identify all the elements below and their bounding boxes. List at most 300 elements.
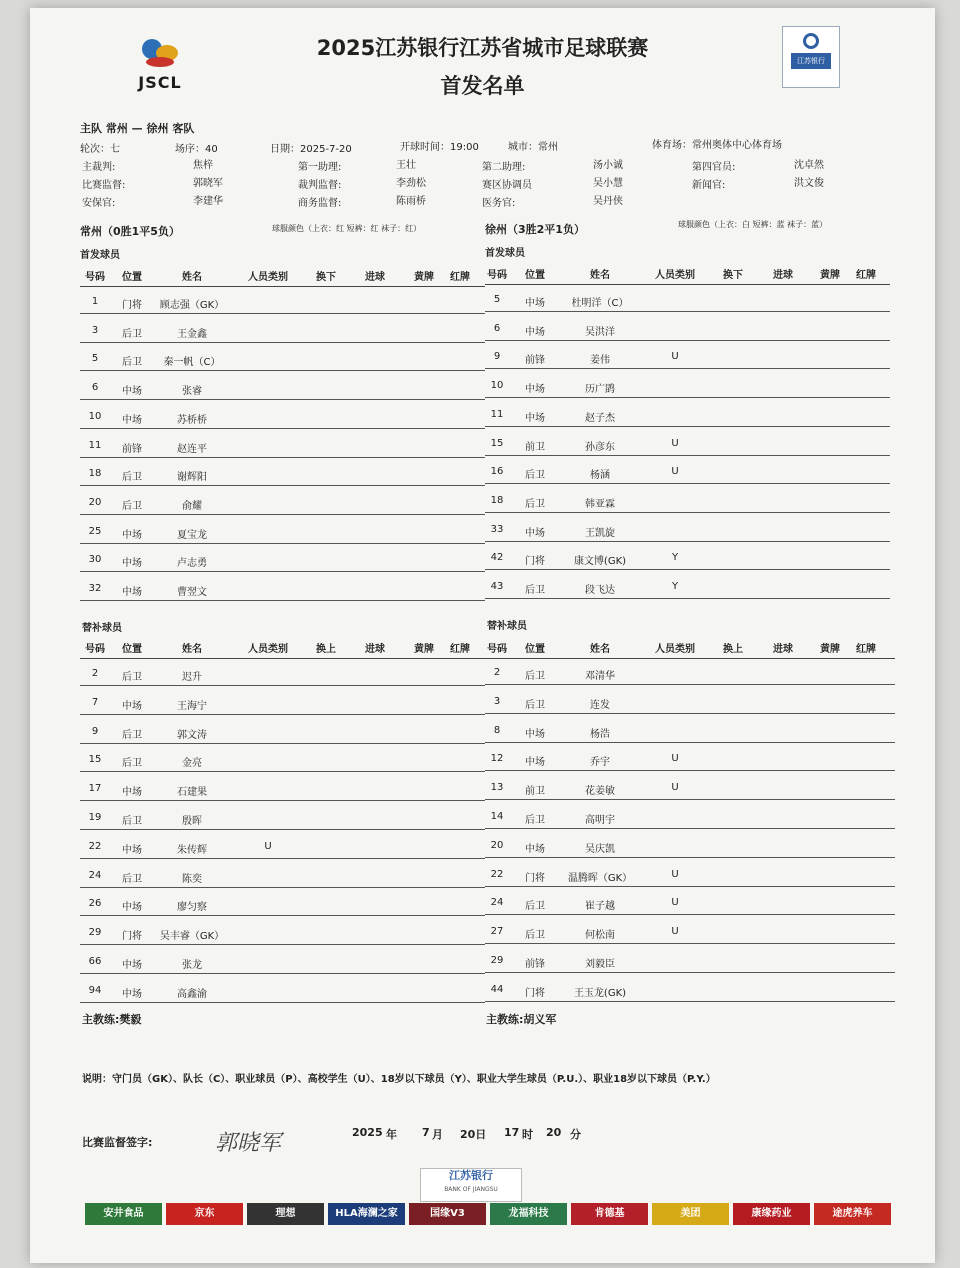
home-starters-cell: 6 bbox=[91, 382, 99, 394]
away-starters-cell: 前锋 bbox=[525, 355, 545, 367]
away-starters-cell: 中场 bbox=[525, 326, 545, 338]
home-subs-row-line bbox=[80, 743, 485, 744]
home-starters-cell: 王金鑫 bbox=[177, 328, 207, 340]
legend-notes: 说明：守门员（GK）、队长（C）、职业球员（P）、高校学生（U）、18岁以下球员（Y）、职业大学生球员（P.U.）、职业18岁以下球员（P.Y.） bbox=[82, 1074, 716, 1085]
home-subs-cell: 7 bbox=[91, 696, 99, 708]
away-starters-cell: 杜明洋（C） bbox=[571, 298, 629, 309]
home-subs-cell: 殷晖 bbox=[182, 816, 202, 827]
sponsor-logo: 龙福科技 bbox=[490, 1203, 567, 1225]
away-subs-cell: 邓清华 bbox=[585, 671, 615, 682]
away-starters-label: 首发球员 bbox=[485, 248, 525, 259]
signature-label: 比赛监督签字: bbox=[82, 1136, 153, 1149]
home-subs-cell: 中场 bbox=[122, 902, 142, 914]
away-subs-cell: 何松南 bbox=[585, 930, 615, 942]
away-starters-cell: 王凯旋 bbox=[585, 527, 615, 539]
home-subs-cell: 后卫 bbox=[122, 729, 142, 741]
away-subs-row-line bbox=[485, 799, 895, 800]
home-subs-cell: 石建果 bbox=[177, 787, 207, 799]
home-starters-col-header: 位置 bbox=[122, 272, 142, 283]
away-starters-col-header: 号码 bbox=[487, 270, 507, 281]
sponsor-logo: HLA海澜之家 bbox=[328, 1203, 405, 1225]
away-starters-row-line bbox=[485, 569, 890, 570]
home-subs-cell: 26 bbox=[88, 898, 102, 910]
away-starters-cell: 42 bbox=[490, 552, 504, 564]
away-subs-col-header: 姓名 bbox=[590, 644, 610, 655]
away-subs-cell: 花姜敏 bbox=[585, 786, 615, 798]
match-kickoff: 开球时间：19:00 bbox=[400, 142, 479, 153]
home-starters-cell: 中场 bbox=[122, 414, 142, 426]
away-starters-cell: 中场 bbox=[525, 527, 545, 539]
away-subs-cell: 后卫 bbox=[525, 815, 545, 826]
away-subs-row-line bbox=[485, 684, 895, 685]
away-subs-col-header: 号码 bbox=[487, 644, 507, 655]
home-starters-row-line bbox=[80, 342, 485, 343]
away-subs-cell: 中场 bbox=[525, 757, 545, 769]
away-subs-cell: 后卫 bbox=[525, 930, 545, 942]
away-starters-col-header: 人员类别 bbox=[655, 270, 695, 281]
home-starters-row-line bbox=[80, 571, 485, 572]
away-starters-cell: 历广鹍 bbox=[585, 384, 615, 396]
home-subs-cell: 66 bbox=[88, 956, 102, 967]
away-subs-cell: 刘毅臣 bbox=[585, 959, 615, 970]
home-subs-cell: 中场 bbox=[122, 960, 142, 971]
away-subs-cell: 22 bbox=[490, 868, 504, 880]
home-subs-cell: 中场 bbox=[122, 700, 142, 712]
home-subs-cell: 廖匀察 bbox=[177, 902, 207, 914]
away-starters-row-line bbox=[485, 426, 890, 427]
home-starters-cell: 张睿 bbox=[182, 386, 202, 398]
home-starters-cell: 后卫 bbox=[122, 328, 142, 340]
home-starters-col-header: 红牌 bbox=[450, 272, 470, 283]
home-subs-cell: 29 bbox=[88, 927, 102, 939]
away-subs-cell: 后卫 bbox=[525, 671, 545, 682]
home-starters-cell: 30 bbox=[88, 554, 102, 566]
supervisor-signature: 郭晓军 bbox=[215, 1131, 282, 1156]
home-subs-col-header: 红牌 bbox=[450, 644, 470, 655]
sponsor-logo: 理想 bbox=[247, 1203, 324, 1225]
official-label: 第一助理: bbox=[298, 162, 342, 173]
home-coach: 主教练:樊毅 bbox=[82, 1013, 142, 1026]
home-starters-cell: 5 bbox=[91, 353, 99, 365]
home-subs-cell: 2 bbox=[91, 668, 99, 679]
away-subs-row-line bbox=[485, 914, 895, 915]
home-starters-cell: 10 bbox=[88, 410, 102, 422]
home-starters-row-line bbox=[80, 600, 485, 601]
away-starters-cell: 后卫 bbox=[525, 498, 545, 510]
away-subs-cell: 20 bbox=[490, 839, 504, 851]
away-subs-cell: 后卫 bbox=[525, 901, 545, 913]
away-subs-row-line bbox=[485, 943, 895, 944]
away-starters-cell: 15 bbox=[490, 437, 504, 449]
away-subs-row-line bbox=[485, 713, 895, 714]
home-starters-cell: 中场 bbox=[122, 386, 142, 398]
home-starters-row-line bbox=[80, 313, 485, 314]
away-starters-row-line bbox=[485, 512, 890, 513]
away-starters-cell: 16 bbox=[490, 466, 504, 478]
home-starters-cell: 前锋 bbox=[122, 443, 142, 455]
home-subs-cell: 后卫 bbox=[122, 672, 142, 683]
away-starters-cell: 门将 bbox=[525, 556, 545, 568]
away-subs-cell: 13 bbox=[490, 782, 504, 794]
away-subs-cell: 前锋 bbox=[525, 959, 545, 970]
bank-name-en: BANK OF JIANGSU bbox=[444, 1186, 498, 1193]
home-subs-cell: 门将 bbox=[122, 931, 142, 943]
home-subs-col-header: 换上 bbox=[316, 644, 336, 655]
away-starters-cell: 段飞达 bbox=[585, 585, 615, 596]
away-starters-cell: 杨涵 bbox=[590, 470, 610, 482]
home-subs-cell: 陈奕 bbox=[182, 873, 202, 885]
sign-year: 2025 bbox=[352, 1126, 383, 1139]
home-subs-col-header: 人员类别 bbox=[248, 644, 288, 655]
sponsor-logo: 美团 bbox=[652, 1203, 729, 1225]
away-subs-label: 替补球员 bbox=[487, 621, 527, 632]
home-starters-cell: 苏桥桥 bbox=[177, 414, 207, 426]
away-starters-cell: 中场 bbox=[525, 384, 545, 396]
sign-minute: 20 bbox=[546, 1126, 562, 1139]
home-subs-cell: 高鑫渝 bbox=[177, 988, 207, 1000]
home-starters-row-line bbox=[80, 457, 485, 458]
away-subs-cell: U bbox=[671, 897, 679, 909]
away-starters-row-line bbox=[485, 455, 890, 456]
bank-badge-text: 江苏银行 bbox=[791, 53, 831, 69]
home-starters-cell: 秦一帆（C） bbox=[163, 357, 221, 369]
away-starters-cell: 前卫 bbox=[525, 441, 545, 453]
home-starters-cell: 后卫 bbox=[122, 357, 142, 369]
away-team-header: 徐州（3胜2平1负） bbox=[485, 223, 585, 236]
sign-month-unit: 月 bbox=[432, 1128, 443, 1141]
home-starters-col-header: 黄牌 bbox=[414, 272, 434, 283]
home-starters-cell: 顾志强（GK） bbox=[159, 300, 225, 311]
home-starters-cell: 卢志勇 bbox=[177, 558, 207, 570]
sign-hour-unit: 时 bbox=[522, 1128, 533, 1141]
home-starters-row-line bbox=[80, 399, 485, 400]
bank-name: 江苏银行 bbox=[449, 1169, 493, 1182]
official-name: 李建华 bbox=[193, 196, 223, 207]
away-subs-row-line bbox=[485, 857, 895, 858]
match-city: 城市：常州 bbox=[508, 142, 558, 153]
lineup-sheet bbox=[30, 8, 935, 1263]
away-subs-cell: 44 bbox=[490, 983, 504, 995]
away-subs-cell: 12 bbox=[490, 753, 504, 765]
official-name: 汤小诚 bbox=[593, 160, 623, 171]
away-subs-col-header: 人员类别 bbox=[655, 644, 695, 655]
match-venue: 体育场：常州奥体中心体育场 bbox=[652, 140, 782, 151]
home-subs-cell: 9 bbox=[91, 725, 99, 737]
away-starters-col-header: 位置 bbox=[525, 270, 545, 281]
away-subs-header-line bbox=[485, 658, 895, 659]
home-subs-cell: 22 bbox=[88, 840, 102, 852]
away-subs-cell: 温腾晖（GK） bbox=[567, 872, 633, 884]
home-subs-cell: 后卫 bbox=[122, 873, 142, 885]
official-name: 吴小慧 bbox=[593, 178, 623, 189]
home-subs-row-line bbox=[80, 858, 485, 859]
home-starters-cell: 后卫 bbox=[122, 472, 142, 484]
away-subs-cell: 门将 bbox=[525, 987, 545, 999]
home-subs-cell: 中场 bbox=[122, 844, 142, 856]
home-starters-cell: 18 bbox=[88, 468, 102, 480]
official-name: 李劲松 bbox=[396, 178, 426, 189]
home-starters-row-line bbox=[80, 514, 485, 515]
home-subs-col-header: 位置 bbox=[122, 644, 142, 655]
away-starters-cell: U bbox=[671, 437, 679, 449]
away-starters-cell: 5 bbox=[493, 294, 501, 305]
official-name: 沈卓然 bbox=[794, 160, 824, 171]
away-starters-row-line bbox=[485, 340, 890, 341]
home-starters-row-line bbox=[80, 543, 485, 544]
away-starters-row-line bbox=[485, 483, 890, 484]
away-subs-cell: 中场 bbox=[525, 728, 545, 740]
away-subs-cell: 8 bbox=[493, 724, 501, 736]
away-starters-cell: Y bbox=[671, 581, 679, 592]
away-subs-col-header: 黄牌 bbox=[820, 644, 840, 655]
away-starters-cell: 中场 bbox=[525, 298, 545, 309]
home-starters-row-line bbox=[80, 370, 485, 371]
away-subs-row-line bbox=[485, 1001, 895, 1002]
match-date: 日期：2025-7-20 bbox=[270, 144, 352, 155]
match-teams: 主队 常州 — 徐州 客队 bbox=[80, 122, 195, 135]
away-subs-col-header: 进球 bbox=[773, 644, 793, 655]
bank-emblem-icon bbox=[803, 33, 819, 49]
home-subs-cell: 24 bbox=[88, 869, 102, 881]
away-starters-cell: 后卫 bbox=[525, 470, 545, 482]
sponsor-logo: 国缘V3 bbox=[409, 1203, 486, 1225]
home-subs-cell: 中场 bbox=[122, 787, 142, 799]
official-label: 医务官: bbox=[482, 198, 516, 209]
away-coach: 主教练:胡义军 bbox=[486, 1013, 557, 1026]
home-starters-cell: 1 bbox=[91, 296, 99, 307]
home-subs-cell: 郭文涛 bbox=[177, 729, 207, 741]
official-name: 焦梓 bbox=[193, 160, 213, 171]
home-subs-cell: 金亮 bbox=[182, 758, 202, 770]
official-label: 商务监督: bbox=[298, 198, 342, 209]
home-starters-header-line bbox=[80, 286, 485, 287]
away-starters-cell: 10 bbox=[490, 380, 504, 392]
sponsor-logo: 京东 bbox=[166, 1203, 243, 1225]
home-subs-row-line bbox=[80, 800, 485, 801]
sponsor-bank-logo bbox=[420, 1168, 522, 1202]
away-starters-cell: 韩亚霖 bbox=[585, 498, 615, 510]
home-starters-cell: 20 bbox=[88, 496, 102, 508]
away-subs-cell: 高明宇 bbox=[585, 815, 615, 826]
away-subs-cell: 门将 bbox=[525, 872, 545, 884]
home-subs-cell: 张龙 bbox=[182, 960, 202, 971]
sponsor-logo: 安井食品 bbox=[85, 1203, 162, 1225]
home-starters-col-header: 换下 bbox=[316, 272, 336, 283]
sponsor-logo: 肯德基 bbox=[571, 1203, 648, 1225]
away-subs-col-header: 红牌 bbox=[856, 644, 876, 655]
away-starters-cell: U bbox=[671, 351, 679, 363]
home-subs-row-line bbox=[80, 714, 485, 715]
away-starters-cell: 9 bbox=[493, 351, 501, 363]
away-starters-cell: Y bbox=[671, 552, 679, 564]
away-starters-cell: 吴洪洋 bbox=[585, 326, 615, 338]
away-starters-col-header: 进球 bbox=[773, 270, 793, 281]
away-subs-col-header: 位置 bbox=[525, 644, 545, 655]
away-subs-cell: U bbox=[671, 926, 679, 938]
page-title: 2025江苏银行江苏省城市足球联赛 bbox=[316, 36, 649, 60]
home-starters-col-header: 进球 bbox=[365, 272, 385, 283]
away-starters-col-header: 红牌 bbox=[856, 270, 876, 281]
match-number: 场序：40 bbox=[175, 144, 218, 155]
away-subs-cell: 3 bbox=[493, 695, 501, 707]
away-subs-cell: 中场 bbox=[525, 843, 545, 855]
away-starters-cell: 中场 bbox=[525, 412, 545, 424]
away-starters-col-header: 换下 bbox=[723, 270, 743, 281]
logo-text: JSCL bbox=[138, 73, 182, 92]
sponsor-logo: 途虎养车 bbox=[814, 1203, 891, 1225]
away-starters-cell: 43 bbox=[490, 581, 504, 592]
home-subs-row-line bbox=[80, 944, 485, 945]
away-starters-cell: 33 bbox=[490, 523, 504, 535]
home-starters-cell: 曹翌文 bbox=[177, 587, 207, 598]
home-starters-cell: 门将 bbox=[122, 300, 142, 311]
away-starters-cell: 18 bbox=[490, 494, 504, 506]
home-subs-col-header: 号码 bbox=[85, 644, 105, 655]
home-subs-col-header: 姓名 bbox=[182, 644, 202, 655]
home-starters-cell: 赵连平 bbox=[177, 443, 207, 455]
official-label: 赛区协调员 bbox=[482, 180, 532, 191]
away-subs-col-header: 换上 bbox=[723, 644, 743, 655]
home-subs-row-line bbox=[80, 973, 485, 974]
away-starters-row-line bbox=[485, 368, 890, 369]
home-subs-header-line bbox=[80, 658, 485, 659]
match-round: 轮次：七 bbox=[80, 144, 120, 155]
away-subs-cell: 24 bbox=[490, 897, 504, 909]
away-subs-row-line bbox=[485, 770, 895, 771]
away-starters-cell: 姜伟 bbox=[590, 355, 610, 367]
home-subs-col-header: 黄牌 bbox=[414, 644, 434, 655]
home-starters-cell: 后卫 bbox=[122, 500, 142, 512]
home-subs-row-line bbox=[80, 829, 485, 830]
away-subs-cell: 王玉龙(GK) bbox=[573, 987, 627, 999]
home-subs-cell: 朱传辉 bbox=[177, 844, 207, 856]
home-subs-row-line bbox=[80, 915, 485, 916]
official-label: 裁判监督: bbox=[298, 180, 342, 191]
away-starters-col-header: 黄牌 bbox=[820, 270, 840, 281]
sign-month: 7 bbox=[422, 1126, 430, 1139]
away-subs-cell: 吴庆凯 bbox=[585, 843, 615, 855]
away-starters-row-line bbox=[485, 397, 890, 398]
away-kit-colors: 球服颜色（上衣：白 短裤：蓝 袜子：蓝） bbox=[678, 220, 828, 229]
away-subs-row-line bbox=[485, 972, 895, 973]
away-subs-cell: U bbox=[671, 753, 679, 765]
sign-day: 20日 bbox=[460, 1128, 487, 1141]
home-starters-cell: 谢辉阳 bbox=[177, 472, 207, 484]
away-subs-cell: 崔子越 bbox=[585, 901, 615, 913]
official-name: 郭晓军 bbox=[193, 178, 223, 189]
official-name: 王壮 bbox=[396, 160, 416, 171]
home-starters-row-line bbox=[80, 428, 485, 429]
away-subs-cell: 27 bbox=[490, 926, 504, 938]
home-subs-row-line bbox=[80, 771, 485, 772]
away-starters-cell: 后卫 bbox=[525, 585, 545, 596]
home-subs-cell: 后卫 bbox=[122, 758, 142, 770]
away-subs-cell: 后卫 bbox=[525, 699, 545, 711]
home-starters-cell: 25 bbox=[88, 525, 102, 537]
sign-minute-unit: 分 bbox=[570, 1128, 581, 1141]
official-label: 安保官: bbox=[82, 198, 116, 209]
home-starters-cell: 11 bbox=[88, 439, 102, 451]
away-starters-cell: 6 bbox=[493, 322, 501, 334]
away-subs-row-line bbox=[485, 886, 895, 887]
home-starters-row-line bbox=[80, 485, 485, 486]
bank-badge bbox=[782, 26, 840, 88]
official-label: 比赛监督: bbox=[82, 180, 126, 191]
away-subs-cell: 2 bbox=[493, 667, 501, 678]
away-starters-row-line bbox=[485, 598, 890, 599]
home-subs-row-line bbox=[80, 887, 485, 888]
home-starters-cell: 中场 bbox=[122, 587, 142, 598]
away-starters-cell: U bbox=[671, 466, 679, 478]
away-subs-row-line bbox=[485, 828, 895, 829]
home-subs-label: 替补球员 bbox=[82, 623, 122, 634]
home-subs-col-header: 进球 bbox=[365, 644, 385, 655]
away-subs-cell: 连发 bbox=[590, 699, 610, 711]
home-subs-cell: 王海宁 bbox=[177, 700, 207, 712]
home-starters-cell: 俞耀 bbox=[182, 500, 202, 512]
away-subs-cell: U bbox=[671, 782, 679, 794]
away-starters-cell: 孙彦东 bbox=[585, 441, 615, 453]
away-starters-row-line bbox=[485, 311, 890, 312]
away-starters-col-header: 姓名 bbox=[590, 270, 610, 281]
home-subs-cell: U bbox=[264, 840, 272, 852]
home-starters-cell: 32 bbox=[88, 583, 102, 594]
official-label: 新闻官: bbox=[692, 180, 726, 191]
home-subs-cell: 吴丰睿（GK） bbox=[159, 931, 225, 943]
away-starters-cell: 康文博(GK) bbox=[573, 556, 627, 568]
away-subs-cell: 29 bbox=[490, 955, 504, 966]
home-subs-row-line bbox=[80, 1002, 485, 1003]
home-subs-cell: 后卫 bbox=[122, 816, 142, 827]
home-starters-cell: 夏宝龙 bbox=[177, 529, 207, 541]
official-label: 第四官员: bbox=[692, 162, 736, 173]
sponsor-logo: 康缘药业 bbox=[733, 1203, 810, 1225]
home-starters-col-header: 姓名 bbox=[182, 272, 202, 283]
away-starters-cell: 赵子杰 bbox=[585, 412, 615, 424]
home-subs-cell: 迟升 bbox=[182, 672, 202, 683]
official-label: 第二助理: bbox=[482, 162, 526, 173]
away-starters-header-line bbox=[485, 284, 890, 285]
official-label: 主裁判: bbox=[82, 162, 116, 173]
home-subs-cell: 17 bbox=[88, 783, 102, 795]
home-starters-col-header: 人员类别 bbox=[248, 272, 288, 283]
away-starters-row-line bbox=[485, 541, 890, 542]
home-subs-cell: 中场 bbox=[122, 988, 142, 1000]
home-starters-col-header: 号码 bbox=[85, 272, 105, 283]
official-name: 陈雨桥 bbox=[396, 196, 426, 207]
home-kit-colors: 球服颜色（上衣：红 短裤：红 袜子：红） bbox=[272, 224, 422, 233]
away-subs-cell: 乔宇 bbox=[590, 757, 610, 769]
official-name: 吴丹侠 bbox=[593, 196, 623, 207]
home-subs-cell: 94 bbox=[88, 984, 102, 996]
home-starters-cell: 中场 bbox=[122, 558, 142, 570]
home-starters-label: 首发球员 bbox=[80, 250, 120, 261]
away-starters-cell: 11 bbox=[490, 408, 504, 420]
official-name: 洪文俊 bbox=[794, 178, 824, 189]
home-subs-cell: 19 bbox=[88, 812, 102, 823]
home-team-header: 常州（0胜1平5负） bbox=[80, 225, 180, 238]
away-subs-cell: 杨浩 bbox=[590, 728, 610, 740]
home-subs-cell: 15 bbox=[88, 754, 102, 766]
home-starters-cell: 3 bbox=[91, 324, 99, 336]
home-subs-row-line bbox=[80, 685, 485, 686]
away-subs-row-line bbox=[485, 742, 895, 743]
away-subs-cell: U bbox=[671, 868, 679, 880]
sign-hour: 17 bbox=[504, 1126, 520, 1139]
away-subs-cell: 14 bbox=[490, 811, 504, 822]
home-starters-cell: 中场 bbox=[122, 529, 142, 541]
away-subs-cell: 前卫 bbox=[525, 786, 545, 798]
